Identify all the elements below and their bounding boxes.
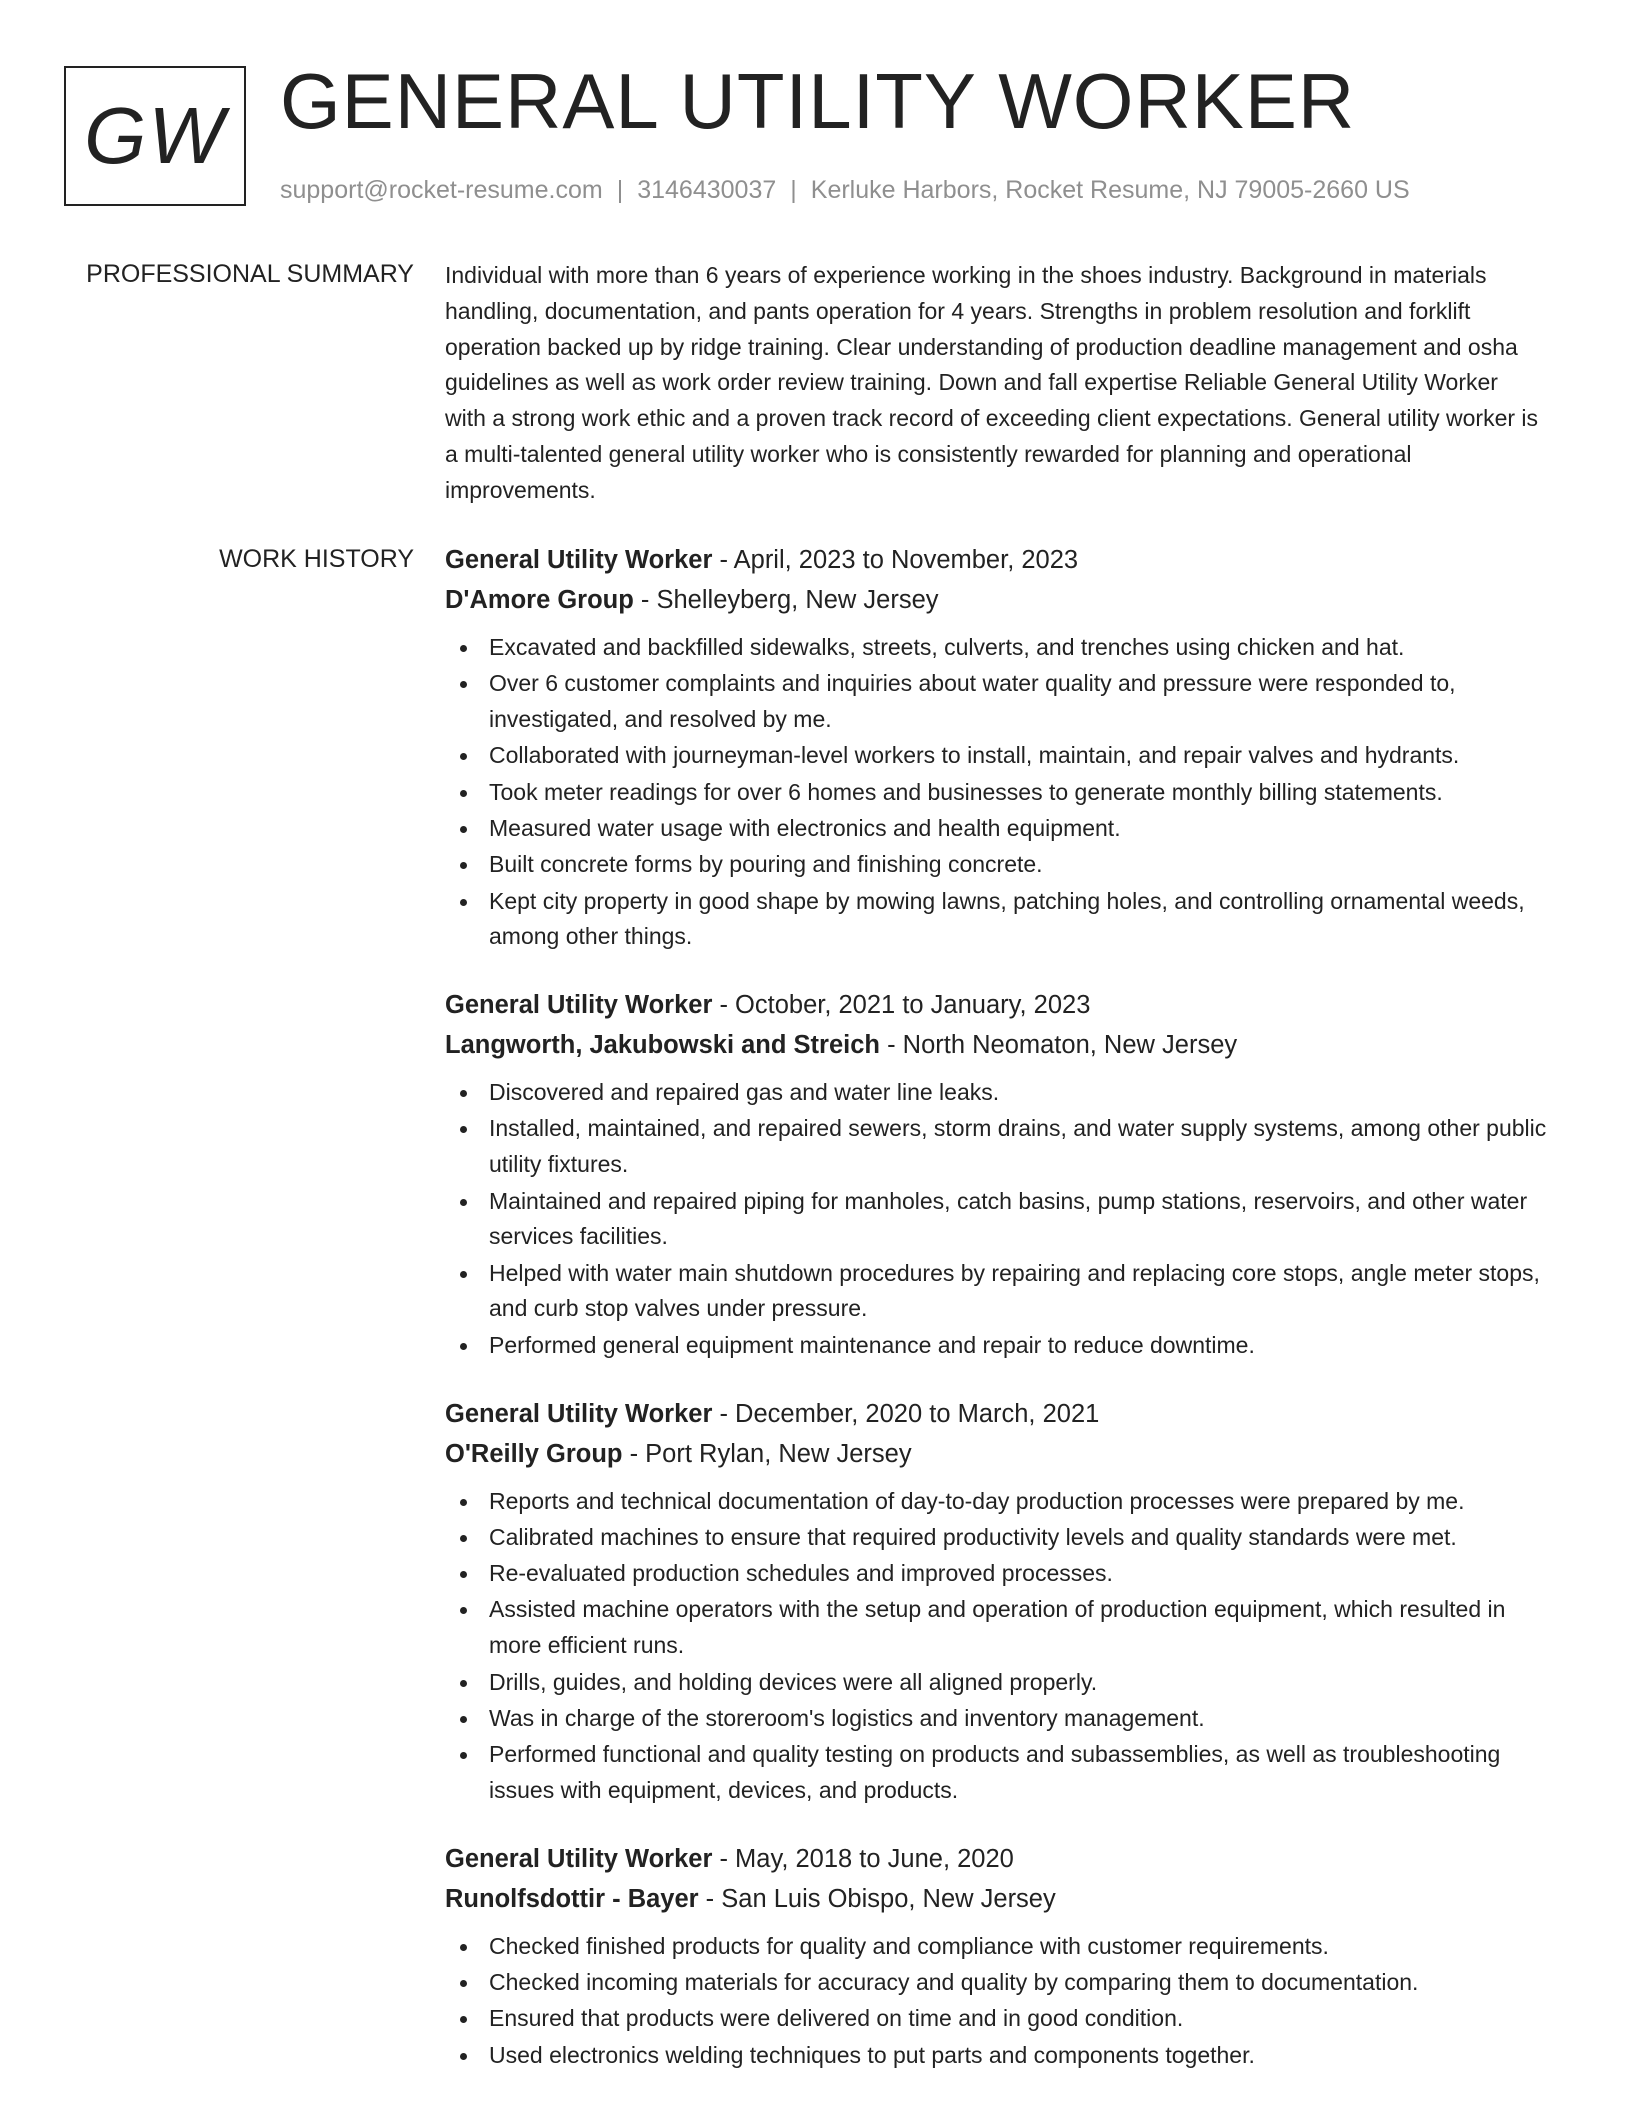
bullet-text: Measured water usage with electronics and health equipment. [489, 814, 1121, 841]
contact-separator: | [616, 176, 624, 204]
bullet-dot-icon [460, 1199, 467, 1206]
job-title-line [445, 985, 1555, 1025]
bullet-dot-icon [460, 1571, 467, 1578]
bullet-dot-icon [460, 1607, 467, 1614]
job-location: - North Neomaton, New Jersey [880, 1031, 1238, 1060]
list-item [445, 2038, 1555, 2074]
job-location: - San Luis Obispo, New Jersey [698, 1884, 1056, 1913]
list-item [445, 847, 1555, 883]
job-company: Langworth, Jakubowski and Streich [445, 1031, 880, 1060]
bullet-text: Reports and technical documentation of day-to-day production processes were prepared by me. [489, 1487, 1465, 1514]
bullet-text: Drills, guides, and holding devices were all aligned properly. [489, 1668, 1098, 1695]
bullet-dot-icon [460, 2016, 467, 2023]
bullet-text: Checked finished products for quality and compliance with customer requirements. [489, 1932, 1329, 1959]
bullet-text: Was in charge of the storeroom's logistics and inventory management. [489, 1704, 1205, 1731]
job-dates: - October, 2021 to January, 2023 [712, 991, 1091, 1020]
job-bullet-list [445, 1484, 1555, 1809]
job-company-line [445, 1879, 1555, 1919]
bullet-text: Assisted machine operators with the setup and operation of production equipment, which resulted in more efficient runs. [489, 1596, 1506, 1659]
bullet-text: Took meter readings for over 6 homes and businesses to generate monthly billing statements. [489, 778, 1443, 805]
work-history-list [445, 540, 1555, 2103]
bullet-dot-icon [460, 645, 467, 652]
summary-text: Individual with more than 6 years of experience working in the shoes industry. Background in materials handling, documentation, and pants operation for 4 years. Strengths in problem resolution and forklift operation backed up by ridge training. Clear understanding of production deadline management and osha guidelines as well as work order review training. Down and fall expertise Reliable General Utility Worker with a strong work ethic and a proven track record of exceeding client expectations. General utility worker is a multi-talented general utility worker who is consistently rewarded for planning and operational improvements. [445, 262, 1539, 503]
bullet-text: Used electronics welding techniques to put parts and components together. [489, 2041, 1255, 2068]
list-item [445, 1701, 1555, 1737]
list-item [445, 666, 1555, 738]
job-company-line [445, 1025, 1555, 1065]
list-item [445, 775, 1555, 811]
bullet-text: Performed general equipment maintenance and repair to reduce downtime. [489, 1331, 1255, 1358]
list-item [445, 1520, 1555, 1556]
list-item [445, 630, 1555, 666]
list-item [445, 1737, 1555, 1809]
job-company: O'Reilly Group [445, 1439, 623, 1468]
bullet-dot-icon [460, 899, 467, 906]
bullet-text: Maintained and repaired piping for manholes, catch basins, pump stations, reservoirs, and other water services facilities. [489, 1187, 1528, 1250]
job-company-line [445, 580, 1555, 620]
bullet-dot-icon [460, 1126, 467, 1133]
job-company-line [445, 1434, 1555, 1474]
bullet-dot-icon [460, 1271, 467, 1278]
bullet-dot-icon [460, 790, 467, 797]
job-company: Runolfsdottir - Bayer [445, 1884, 699, 1913]
list-item [445, 1256, 1555, 1328]
bullet-dot-icon [460, 2053, 467, 2060]
bullet-dot-icon [460, 1680, 467, 1687]
bullet-dot-icon [460, 1343, 467, 1350]
bullet-dot-icon [460, 1535, 467, 1542]
bullet-dot-icon [460, 1090, 467, 1097]
job-location: - Port Rylan, New Jersey [622, 1439, 912, 1468]
list-item [445, 2001, 1555, 2037]
bullet-text: Calibrated machines to ensure that required productivity levels and quality standards were met. [489, 1523, 1457, 1550]
job-title-line [445, 1839, 1555, 1879]
job-title-line [445, 1394, 1555, 1434]
bullet-text: Built concrete forms by pouring and finishing concrete. [489, 851, 1043, 878]
list-item [445, 811, 1555, 847]
bullet-text: Helped with water main shutdown procedures by repairing and replacing core stops, angle meter stops, and curb stop valves under pressure. [489, 1259, 1540, 1322]
bullet-dot-icon [460, 1499, 467, 1506]
job-dates: - December, 2020 to March, 2021 [712, 1399, 1100, 1428]
list-item [445, 738, 1555, 774]
bullet-dot-icon [460, 862, 467, 869]
job-title: General Utility Worker [445, 991, 713, 1020]
list-item [445, 1184, 1555, 1256]
list-item [445, 884, 1555, 956]
list-item [445, 1592, 1555, 1664]
list-item [445, 1484, 1555, 1520]
job-entry [445, 540, 1555, 955]
job-bullet-list [445, 1929, 1555, 2074]
job-location: - Shelleyberg, New Jersey [633, 586, 939, 614]
bullet-text: Kept city property in good shape by mowing lawns, patching holes, and controlling ornamental weeds, among other things. [489, 887, 1525, 950]
job-bullet-list [445, 630, 1555, 955]
job-title: General Utility Worker [445, 1844, 713, 1873]
job-entry [445, 1839, 1555, 2074]
job-dates: - May, 2018 to June, 2020 [712, 1844, 1014, 1873]
page-title: GENERAL UTILITY WORKER [280, 57, 1356, 145]
contact-address: Kerluke Harbors, Rocket Resume, NJ 79005-2660 US [810, 176, 1410, 204]
bullet-text: Installed, maintained, and repaired sewers, storm drains, and water supply systems, among other public utility fixtures. [489, 1115, 1547, 1178]
bullet-dot-icon [460, 1716, 467, 1723]
list-item [445, 1929, 1555, 1965]
contact-email[interactable]: support@rocket-resume.com [280, 176, 603, 204]
contact-separator: | [790, 176, 797, 204]
contact-phone[interactable]: 3146430037 [637, 176, 777, 204]
job-company: D'Amore Group [445, 586, 634, 614]
list-item [445, 1111, 1555, 1183]
bullet-dot-icon [460, 681, 467, 688]
job-title: General Utility Worker [445, 546, 713, 574]
section-label-work-history: WORK HISTORY [219, 545, 414, 573]
section-label-summary: PROFESSIONAL SUMMARY [86, 260, 414, 288]
bullet-text: Collaborated with journeyman-level workers to install, maintain, and repair valves and hydrants. [489, 742, 1460, 769]
job-bullet-list [445, 1075, 1555, 1363]
job-dates: - April, 2023 to November, 2023 [712, 546, 1079, 574]
list-item [445, 1075, 1555, 1111]
bullet-dot-icon [460, 826, 467, 833]
bullet-dot-icon [460, 1944, 467, 1951]
job-title: General Utility Worker [445, 1399, 713, 1428]
job-entry [445, 1394, 1555, 1809]
bullet-text: Re-evaluated production schedules and improved processes. [489, 1560, 1113, 1587]
bullet-text: Checked incoming materials for accuracy and quality by comparing them to documentation. [489, 1969, 1419, 1996]
list-item [445, 1665, 1555, 1701]
bullet-dot-icon [460, 1752, 467, 1759]
bullet-text: Over 6 customer complaints and inquiries about water quality and pressure were responded to, investigated, and resolved by me. [489, 670, 1456, 733]
bullet-text: Excavated and backfilled sidewalks, streets, culverts, and trenches using chicken and hat. [489, 634, 1405, 660]
list-item [445, 1328, 1555, 1364]
list-item [445, 1556, 1555, 1592]
list-item [445, 1965, 1555, 2001]
bullet-text: Ensured that products were delivered on time and in good condition. [489, 2005, 1184, 2032]
monogram-logo: GW [64, 66, 246, 206]
bullet-dot-icon [460, 1980, 467, 1987]
bullet-text: Performed functional and quality testing on products and subassemblies, as well as troubleshooting issues with equipment, devices, and products. [489, 1741, 1501, 1803]
bullet-text: Discovered and repaired gas and water line leaks. [489, 1079, 1000, 1106]
job-entry [445, 985, 1555, 1363]
job-title-line [445, 540, 1555, 580]
contact-line [280, 172, 1410, 208]
bullet-dot-icon [460, 753, 467, 760]
